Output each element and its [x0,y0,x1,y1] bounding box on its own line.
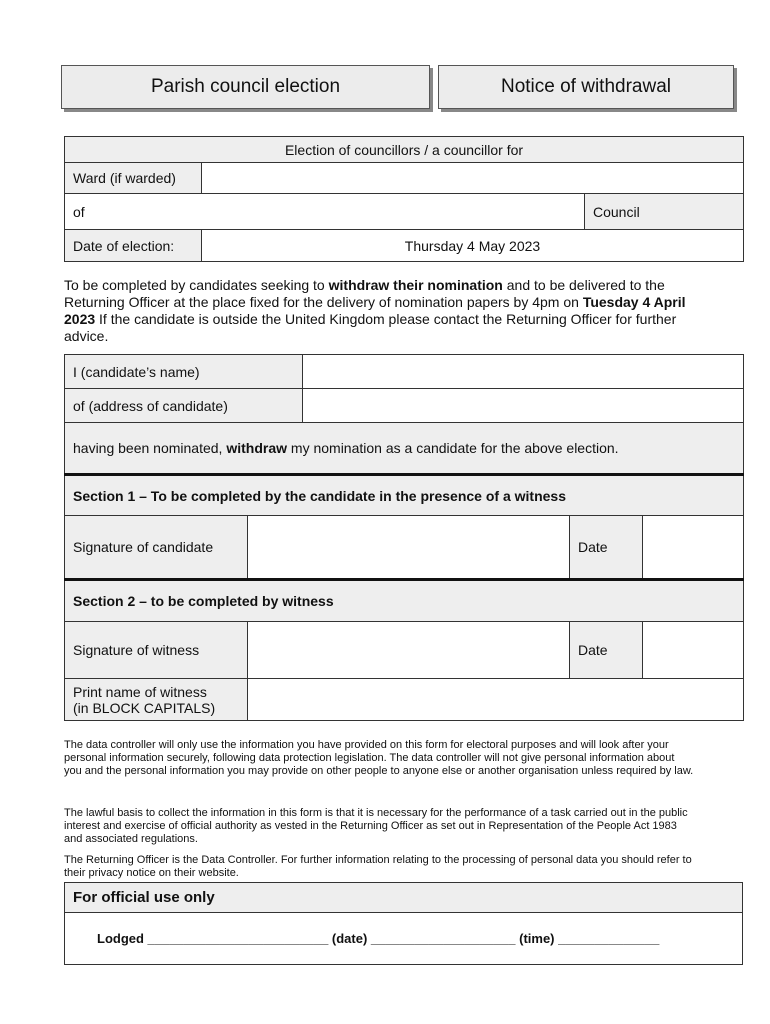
instructions-paragraph [64,277,704,345]
election-heading: Election of councillors / a councillor for [65,137,744,163]
lodged-row [65,913,743,965]
election-date-value: Thursday 4 May 2023 [202,230,744,262]
election-date-row [65,230,744,262]
candidate-date-label: Date [570,516,643,580]
candidate-name-row [65,355,744,389]
witness-print-name-row [65,679,744,721]
candidate-address-row [65,389,744,423]
official-use-table [64,882,743,965]
council-row [65,194,744,230]
of-label: of [73,203,85,220]
lodged-line: Lodged _________________________ (date) ____________________ (time) ______________ [65,913,743,965]
witness-date-label: Date [570,622,643,679]
print-name-line-1: Print name of witness [73,683,207,700]
witness-signature-label: Signature of witness [65,622,248,679]
candidate-signature-row [65,516,744,580]
privacy-paragraph-1: The data controller will only use the information you have provided on this form for electoral purposes and will look after your personal information securely, following data protection legislation. The data controller will not give personal information about you and the personal information you may provide on other people to anyone else or another organisation unless required by law. [64,739,694,777]
section-1-heading: Section 1 – To be completed by the candidate in the presence of a witness [65,475,744,516]
instructions-text-1: To be completed by candidates seeking to [64,277,329,293]
withdraw-text-1: having been nominated, [73,440,227,456]
election-heading-row [65,137,744,163]
form-title-text: Notice of withdrawal [500,76,672,97]
privacy-paragraph-2: The lawful basis to collect the information in this form is that it is necessary for the performance of a task carried out in the public interest and exercise of official authority as vested in the Returning Officer as set out in Representation of the People Act 1983 and associated regulations. [64,807,688,845]
candidate-address-field[interactable] [303,389,744,423]
candidate-table [64,354,744,721]
withdraw-bold: withdraw [226,440,288,456]
ward-row [65,163,744,194]
witness-signature-field[interactable] [248,622,570,679]
witness-signature-row [65,622,744,679]
candidate-signature-field[interactable] [248,516,570,580]
council-label: Council [585,194,744,230]
instructions-bold-1: withdraw their nomination [328,277,503,293]
section-1-row [65,475,744,516]
election-details-table [64,136,744,262]
section-2-row [65,580,744,622]
witness-date-field[interactable] [643,622,744,679]
privacy-paragraph-3: The Returning Officer is the Data Controller. For further information relating to the processing of personal data you should refer to their privacy notice on their website. [64,854,692,879]
official-use-heading: For official use only [65,883,743,913]
witness-print-name-field[interactable] [248,679,744,721]
instructions-text-2: and to be delivered to the Returning Officer at the place fixed for the delivery of nomination papers by 4pm on [64,277,665,310]
council-name-field[interactable] [65,194,585,230]
official-use-heading-row [65,883,743,913]
instructions-text-3: If the candidate is outside the United Kingdom please contact the Returning Officer for further advice. [64,311,677,344]
election-type-title-text: Parish council election [150,76,341,97]
ward-label: Ward (if warded) [65,163,202,194]
candidate-address-label: of (address of candidate) [65,389,303,423]
withdraw-statement [65,423,744,475]
ward-field[interactable] [202,163,744,194]
form-title [438,65,734,109]
election-date-label: Date of election: [65,230,202,262]
instructions-bold-2: Tuesday 4 April 2023 [64,294,686,327]
witness-print-name-label [65,679,248,721]
print-name-line-2: (in BLOCK CAPITALS) [73,699,216,716]
withdraw-statement-row [65,423,744,475]
withdraw-text-2: my nomination as a candidate for the above election. [287,440,619,456]
candidate-name-label: I (candidate’s name) [65,355,303,389]
candidate-date-field[interactable] [643,516,744,580]
candidate-name-field[interactable] [303,355,744,389]
section-2-heading: Section 2 – to be completed by witness [65,580,744,622]
election-type-title [61,65,430,109]
candidate-signature-label: Signature of candidate [65,516,248,580]
